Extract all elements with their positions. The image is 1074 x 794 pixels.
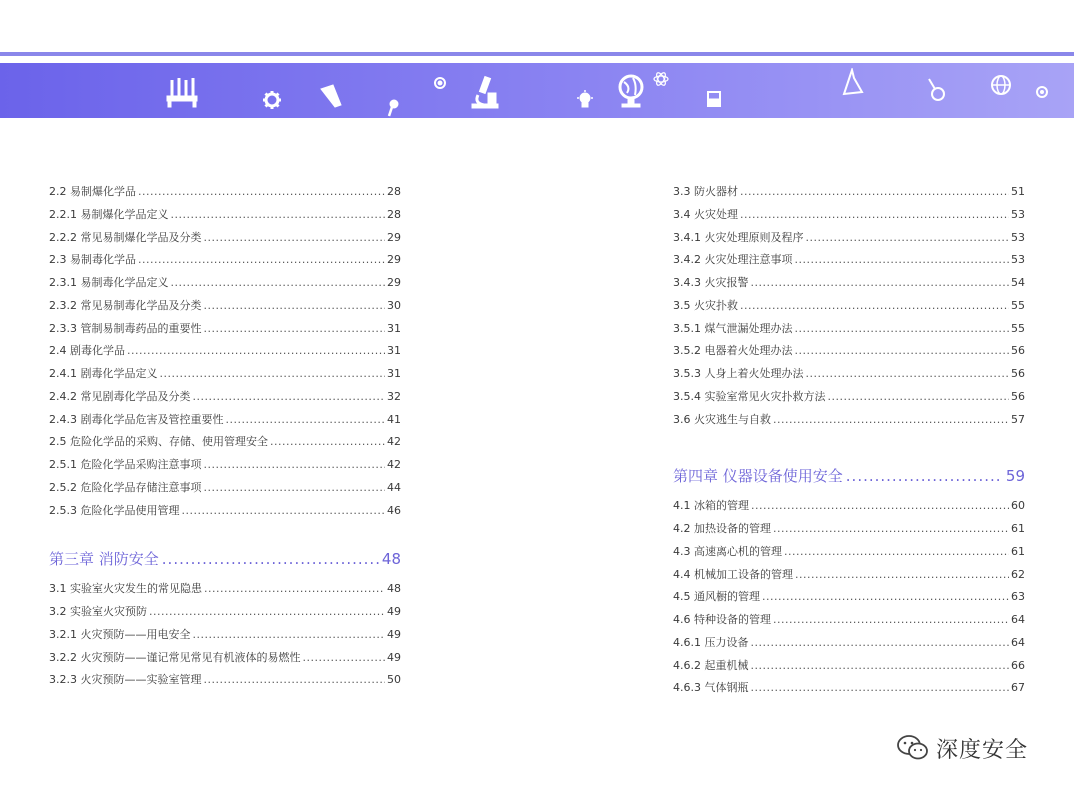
entry-page: 46 — [387, 503, 401, 517]
entry-page: 66 — [1011, 658, 1025, 672]
entry-page: 28 — [387, 185, 401, 198]
entry-page: 30 — [387, 298, 401, 312]
toc-entry[interactable] — [49, 386, 401, 409]
entry-title: 3.2.3 火灾预防——实验室管理 — [49, 673, 202, 687]
leader-dots — [806, 363, 1010, 386]
entry-title: 3.4.1 火灾处理原则及程序 — [673, 230, 804, 244]
leader-dots — [740, 295, 1009, 318]
entry-page: 55 — [1011, 298, 1025, 312]
entry-title: 2.5 危险化学品的采购、存储、使用管理安全 — [49, 435, 268, 449]
leader-dots — [270, 431, 385, 454]
wechat-icon — [896, 733, 930, 763]
world-icon — [990, 74, 1012, 96]
toc-entry[interactable] — [49, 669, 401, 692]
entry-title: 4.3 高速离心机的管理 — [673, 544, 782, 558]
leader-dots — [160, 363, 386, 386]
toc-entry[interactable] — [673, 409, 1025, 432]
beaker-icon — [706, 90, 722, 108]
toc-entry[interactable] — [49, 431, 401, 454]
toc-entry[interactable] — [673, 204, 1025, 227]
entry-title: 4.2 加热设备的管理 — [673, 522, 771, 535]
toc-entry[interactable] — [673, 632, 1025, 655]
leader-dots — [751, 655, 1010, 678]
entry-page: 31 — [387, 367, 401, 380]
toc-entry[interactable] — [673, 227, 1025, 250]
leader-dots — [204, 295, 386, 318]
entry-title: 3.4 火灾处理 — [673, 207, 738, 221]
entry-title: 2.4.2 常见剧毒化学品及分类 — [49, 389, 191, 403]
entry-page: 50 — [387, 673, 401, 687]
leader-dots — [846, 461, 1003, 491]
leader-dots — [773, 409, 1009, 432]
entry-page: 56 — [1011, 367, 1025, 380]
toc-entry[interactable] — [49, 647, 401, 670]
globe-icon — [615, 73, 647, 109]
toc-entry[interactable] — [49, 477, 401, 500]
entry-page: 53 — [1011, 253, 1025, 267]
entry-title: 4.1 冰箱的管理 — [673, 499, 749, 513]
entry-page: 28 — [387, 207, 401, 221]
entry-title: 2.3 易制毒化学品 — [49, 253, 136, 267]
leader-dots — [162, 544, 379, 574]
toc-entry[interactable] — [49, 295, 401, 318]
leader-dots — [302, 647, 385, 670]
entry-title: 3.2 实验室火灾预防 — [49, 605, 147, 618]
entry-title: 2.4 剧毒化学品 — [49, 344, 125, 358]
toc-entry[interactable] — [673, 386, 1025, 409]
entry-page: 53 — [1011, 230, 1025, 244]
toc-entry[interactable] — [49, 181, 401, 204]
toc-entry[interactable] — [673, 609, 1025, 632]
entry-page: 31 — [387, 344, 401, 358]
entry-title: 3.2.1 火灾预防——用电安全 — [49, 627, 191, 641]
leader-dots — [138, 181, 385, 204]
entry-title: 3.5 火灾扑救 — [673, 298, 738, 312]
toc-entry[interactable] — [49, 601, 401, 624]
toc-entry[interactable] — [49, 340, 401, 363]
funnel-icon — [319, 83, 345, 109]
leader-dots — [127, 340, 385, 363]
toc-entry[interactable] — [673, 518, 1025, 541]
chapter-page: 59 — [1005, 467, 1025, 486]
entry-page: 32 — [387, 389, 401, 403]
entry-page: 62 — [1011, 567, 1025, 581]
toc-entry[interactable] — [49, 624, 401, 647]
toc-entry[interactable] — [673, 272, 1025, 295]
entry-page: 29 — [387, 253, 401, 267]
leader-dots — [204, 669, 386, 692]
gear-icon — [262, 90, 282, 110]
toc-entry[interactable] — [49, 363, 401, 386]
leader-dots — [193, 386, 386, 409]
toc-entry[interactable] — [673, 495, 1025, 518]
bulb-icon — [576, 90, 594, 110]
toc-entry[interactable] — [49, 249, 401, 272]
entry-title: 4.6.3 气体钢瓶 — [673, 681, 749, 695]
entry-page: 44 — [387, 480, 401, 494]
entry-page: 64 — [1011, 613, 1025, 626]
entry-title: 2.5.1 危险化学品采购注意事项 — [49, 458, 202, 471]
toc-entry[interactable] — [49, 500, 401, 523]
toc-entry[interactable] — [673, 318, 1025, 341]
leader-dots — [182, 500, 386, 523]
toc-entry[interactable] — [49, 454, 401, 477]
entry-page: 53 — [1011, 207, 1025, 221]
entry-title: 3.2.2 火灾预防——谨记常见常见有机液体的易燃性 — [49, 650, 301, 664]
toc-entry[interactable] — [673, 249, 1025, 272]
entry-page: 49 — [387, 650, 401, 664]
entry-page: 57 — [1011, 412, 1025, 426]
entry-page: 56 — [1011, 344, 1025, 358]
magnifier-icon — [386, 99, 400, 117]
watermark-text: 深度安全 — [936, 737, 1029, 763]
entry-title: 3.5.2 电器着火处理办法 — [673, 344, 793, 358]
toc-entry[interactable] — [673, 655, 1025, 678]
chapter-heading[interactable] — [49, 544, 401, 574]
header-banner — [0, 63, 1074, 118]
leader-dots — [751, 632, 1010, 655]
leader-dots — [751, 495, 1009, 518]
entry-title: 2.2.1 易制爆化学品定义 — [49, 207, 169, 221]
entry-title: 3.5.1 煤气泄漏处理办法 — [673, 321, 793, 335]
toc-entry[interactable] — [49, 272, 401, 295]
top-rule — [0, 52, 1074, 56]
entry-title: 3.5.4 实验室常见火灾扑救方法 — [673, 389, 826, 403]
leader-dots — [225, 409, 385, 432]
leader-dots — [795, 564, 1009, 587]
entry-title: 4.6.2 起重机械 — [673, 658, 749, 672]
entry-page: 29 — [387, 230, 401, 244]
chapter-title: 第三章 消防安全 — [49, 550, 159, 569]
leader-dots — [828, 386, 1010, 409]
toc-entry[interactable] — [673, 181, 1025, 204]
entry-page: 51 — [1011, 185, 1025, 198]
entry-title: 2.3.2 常见易制毒化学品及分类 — [49, 298, 202, 312]
toc-entry[interactable] — [49, 318, 401, 341]
entry-page: 64 — [1011, 635, 1025, 649]
leader-dots — [171, 204, 386, 227]
toc-entry[interactable] — [49, 204, 401, 227]
entry-page: 49 — [387, 605, 401, 618]
toc-entry[interactable] — [673, 677, 1025, 700]
entry-page: 42 — [387, 458, 401, 471]
entry-title: 2.4.1 剧毒化学品定义 — [49, 367, 158, 380]
toc-left-column — [49, 181, 401, 692]
entry-page: 49 — [387, 627, 401, 641]
chapter-title: 第四章 仪器设备使用安全 — [673, 467, 843, 486]
leader-dots — [171, 272, 386, 295]
entry-title: 2.3.3 管制易制毒药品的重要性 — [49, 321, 202, 335]
entry-title: 2.5.3 危险化学品使用管理 — [49, 503, 180, 517]
entry-title: 3.4.3 火灾报警 — [673, 276, 749, 289]
leader-dots — [751, 677, 1010, 700]
toc-entry[interactable] — [673, 541, 1025, 564]
entry-page: 42 — [387, 435, 401, 449]
leader-dots — [149, 601, 385, 624]
leader-dots — [193, 624, 386, 647]
entry-title: 4.6.1 压力设备 — [673, 635, 749, 649]
toc-entry[interactable] — [673, 564, 1025, 587]
leader-dots — [762, 586, 1009, 609]
entry-page: 61 — [1011, 544, 1025, 558]
entry-page: 31 — [387, 321, 401, 335]
entry-page: 61 — [1011, 522, 1025, 535]
atom-icon — [653, 71, 669, 87]
leader-dots — [204, 578, 385, 601]
entry-page: 54 — [1011, 276, 1025, 289]
toc-entry[interactable] — [49, 409, 401, 432]
toc-entry[interactable] — [673, 295, 1025, 318]
watermark — [896, 730, 1028, 766]
entry-title: 2.2.2 常见易制爆化学品及分类 — [49, 230, 202, 244]
chapter-heading[interactable] — [673, 461, 1025, 491]
entry-page: 41 — [387, 412, 401, 426]
test-tubes-icon — [165, 76, 199, 108]
toc-entry[interactable] — [49, 227, 401, 250]
entry-title: 2.4.3 剧毒化学品危害及管控重要性 — [49, 412, 224, 426]
entry-page: 67 — [1011, 681, 1025, 695]
entry-title: 3.5.3 人身上着火处理办法 — [673, 367, 804, 380]
leader-dots — [204, 477, 386, 500]
leader-dots — [773, 518, 1009, 541]
leader-dots — [773, 609, 1009, 632]
chapter-page: 48 — [381, 550, 401, 569]
toc-entry[interactable] — [673, 586, 1025, 609]
leader-dots — [795, 249, 1010, 272]
entry-title: 3.3 防火器材 — [673, 185, 738, 198]
leader-dots — [740, 204, 1009, 227]
entry-title: 4.4 机械加工设备的管理 — [673, 567, 793, 581]
leader-dots — [204, 318, 386, 341]
entry-title: 2.3.1 易制毒化学品定义 — [49, 276, 169, 289]
leader-dots — [784, 541, 1009, 564]
leader-dots — [204, 454, 386, 477]
gear-small-icon — [1035, 85, 1049, 99]
entry-page: 55 — [1011, 321, 1025, 335]
leader-dots — [204, 227, 386, 250]
entry-page: 60 — [1011, 499, 1025, 513]
microscope-icon — [470, 75, 502, 109]
toc-right-column — [673, 181, 1025, 700]
leader-dots — [740, 181, 1009, 204]
toc-entry[interactable] — [673, 340, 1025, 363]
leader-dots — [795, 340, 1010, 363]
atom-dot-icon — [433, 76, 447, 90]
entry-page: 56 — [1011, 389, 1025, 403]
leader-dots — [138, 249, 385, 272]
toc-entry[interactable] — [49, 578, 401, 601]
leader-dots — [751, 272, 1010, 295]
entry-page: 48 — [387, 582, 401, 596]
toc-entry[interactable] — [673, 363, 1025, 386]
leader-dots — [806, 227, 1010, 250]
entry-title: 2.5.2 危险化学品存储注意事项 — [49, 480, 202, 494]
entry-title: 3.6 火灾逃生与自救 — [673, 412, 771, 426]
leader-dots — [795, 318, 1010, 341]
entry-title: 2.2 易制爆化学品 — [49, 185, 136, 198]
entry-title: 3.1 实验室火灾发生的常见隐患 — [49, 582, 202, 596]
entry-title: 4.5 通风橱的管理 — [673, 590, 760, 604]
retort-icon — [925, 77, 947, 103]
flask-icon — [838, 68, 864, 98]
entry-page: 63 — [1011, 590, 1025, 604]
entry-page: 29 — [387, 276, 401, 289]
entry-title: 4.6 特种设备的管理 — [673, 613, 771, 626]
entry-title: 3.4.2 火灾处理注意事项 — [673, 253, 793, 267]
